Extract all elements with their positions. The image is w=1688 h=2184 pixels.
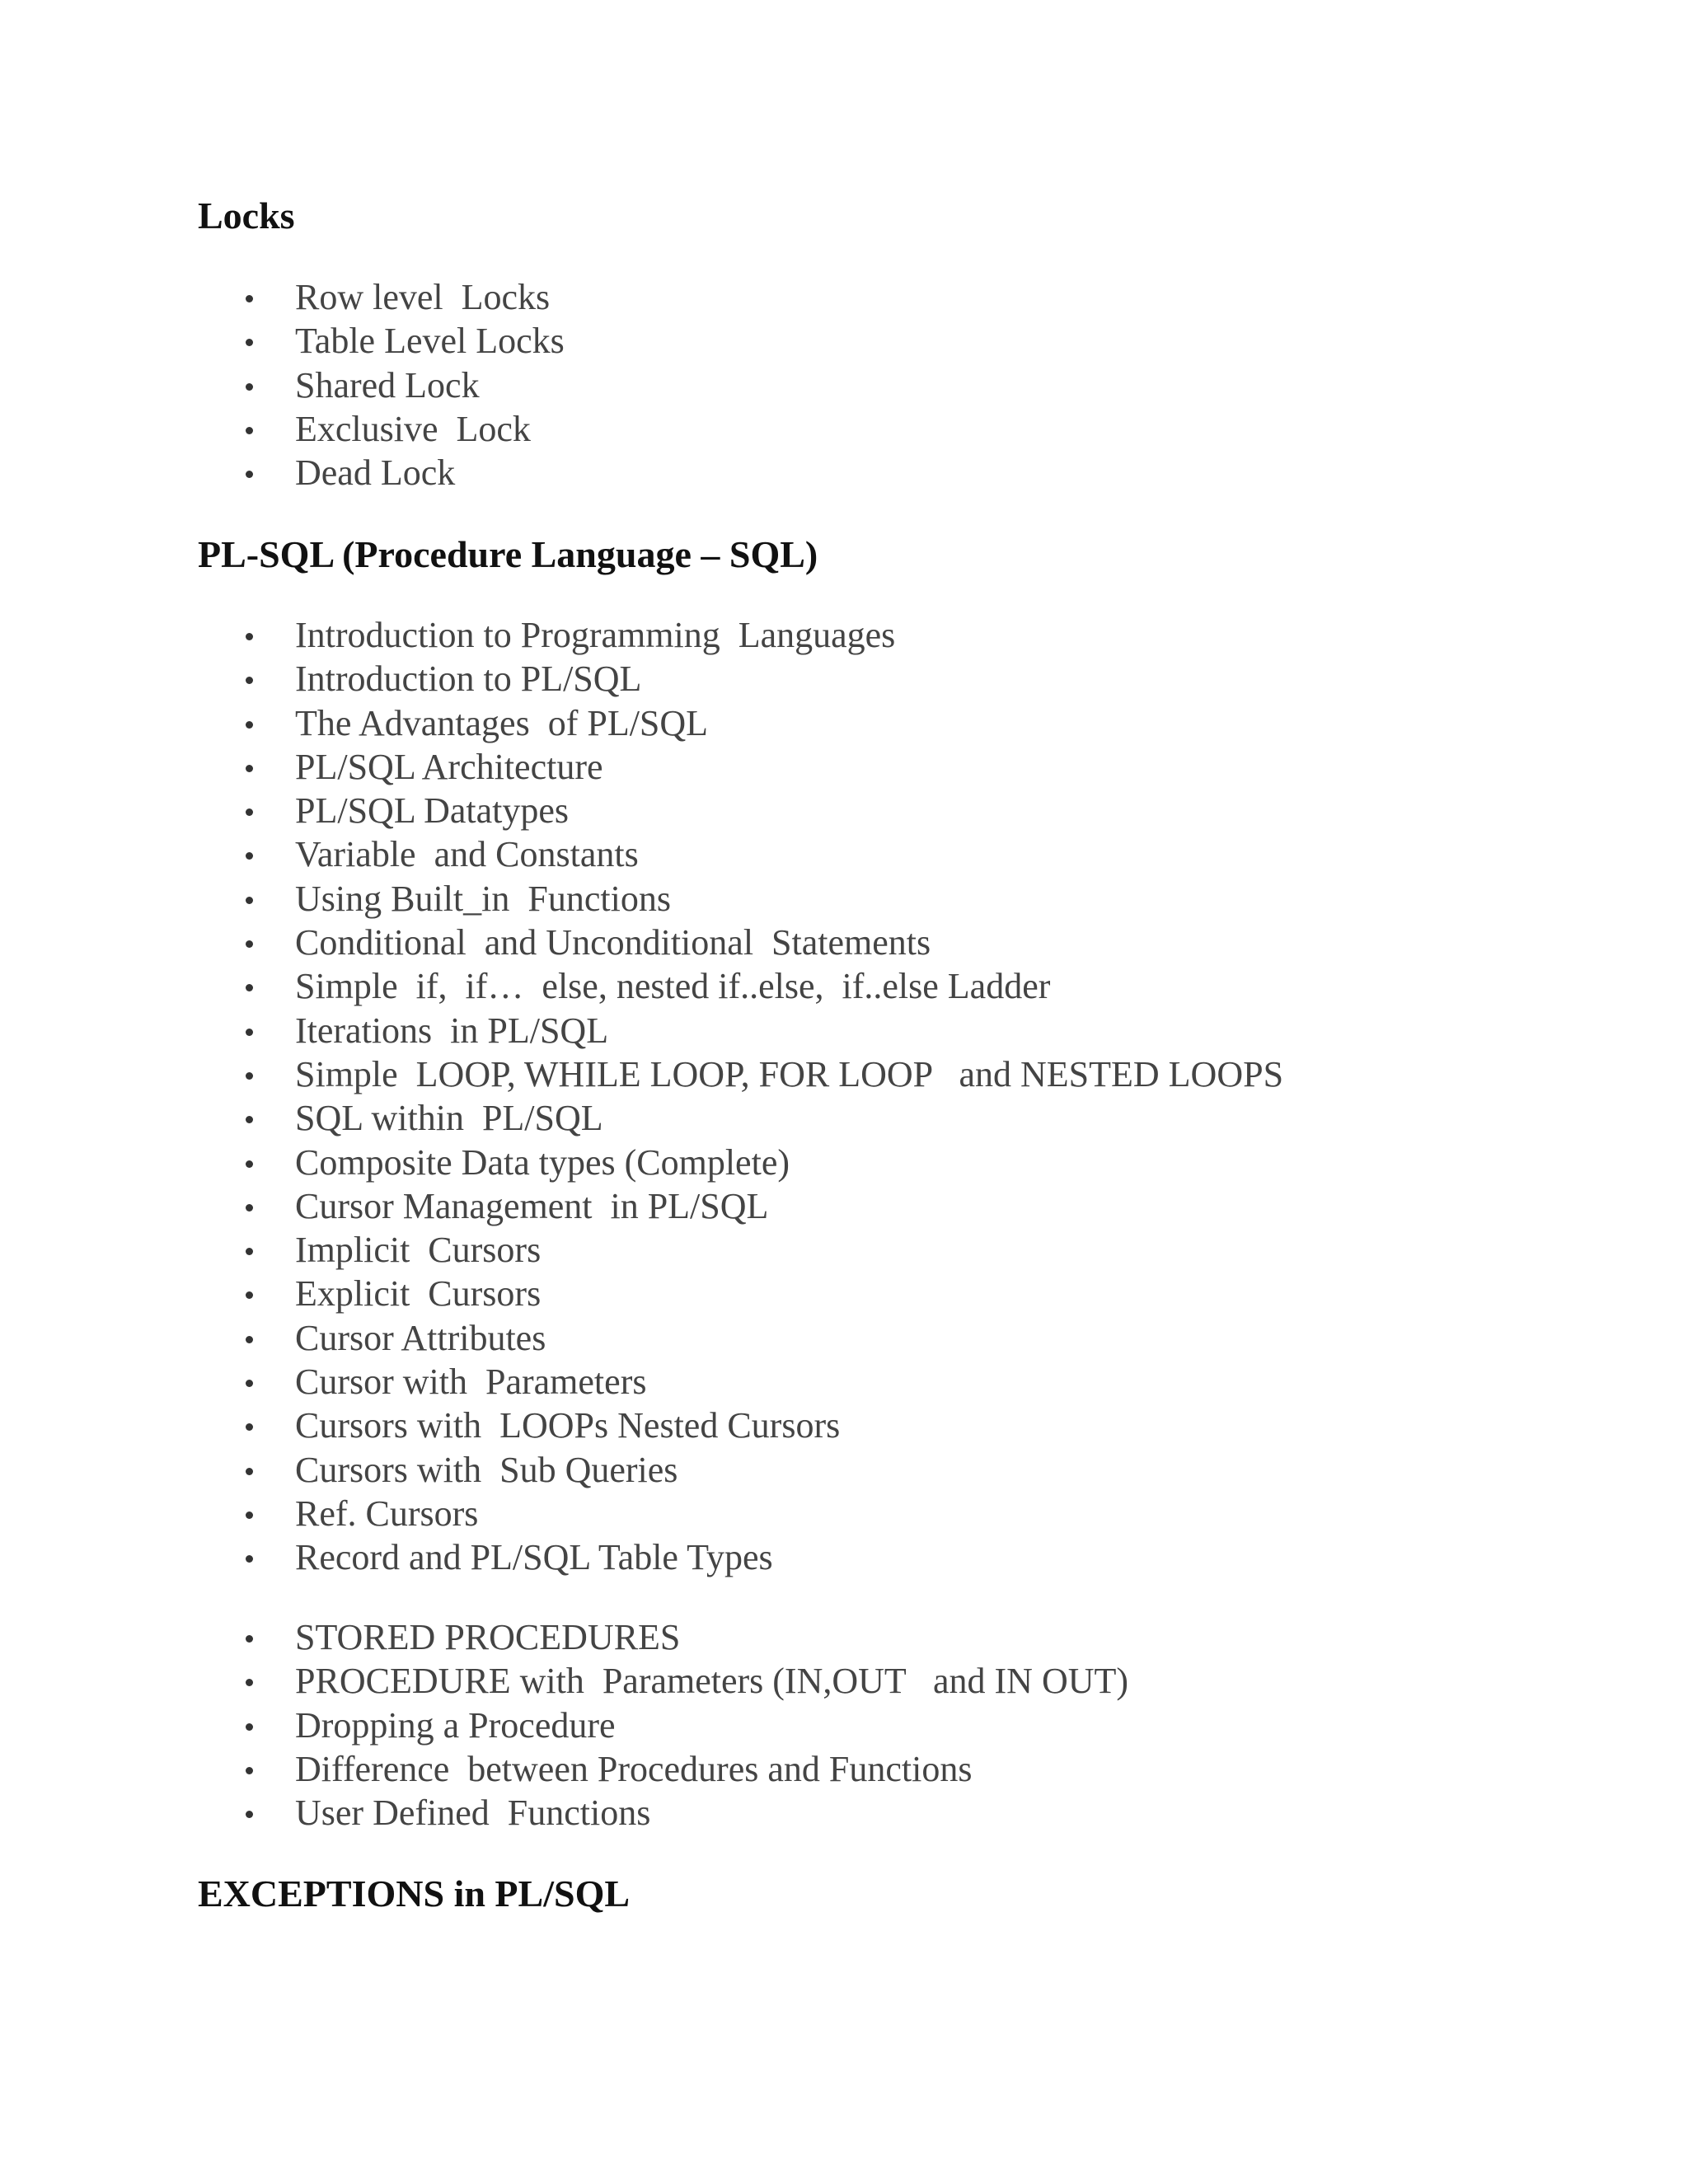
bullet-icon [246,808,253,816]
bullet-icon [246,984,253,991]
bullet-icon [246,897,253,904]
bullet-icon [246,1116,253,1123]
bullet-icon [246,765,253,772]
heading-exceptions: EXCEPTIONS in PL/SQL [198,1872,631,1915]
bullet-icon [246,677,253,684]
bullet-icon [246,1679,253,1686]
bullet-icon [246,1767,253,1774]
bullet-icon [246,940,253,948]
bullet-icon [246,1468,253,1475]
bullet-icon [246,383,253,391]
bullet-icon [246,1511,253,1519]
bullet-icon [246,339,253,346]
bullet-icon [246,1248,253,1255]
bullet-icon [246,1291,253,1299]
bullet-icon [246,1555,253,1563]
heading-plsql: PL-SQL (Procedure Language – SQL) [198,533,818,575]
bullet-icon [246,1204,253,1212]
bullet-icon [246,1072,253,1080]
bullet-icon [246,1380,253,1387]
bullet-icon [246,471,253,478]
bullet-icon [246,1423,253,1431]
heading-locks: Locks [198,194,295,237]
bullet-icon [246,1811,253,1818]
bullet-icon [246,1336,253,1343]
bullet-icon [246,295,253,302]
bullet-icon [246,1723,253,1731]
bullet-icon [246,1635,253,1643]
document-page: Locks Row level Locks Table Level Locks Shared Lock Exclusive Lock Dead Lock PL-SQL (Procedure Language – SQL) Introduction to Programming Languages Introduction to PL/SQL The Advantages of PL/SQL PL/SQL Architecture PL/SQL Datatypes Variable and Constants Using Built_in Functions Conditional and Unconditional Statements Simple if, if… else, nested if..else, if..else Ladder Iterations in PL/SQL Simple LOOP, WHILE LOOP, FOR LOOP and NESTED LOOPS SQL within PL/SQL Composite Data types (Complete) Cursor Management in PL/SQL Implicit Cursors Explicit Cursors Cursor Attributes Cursor with Parameters Cursors with LOOPs Nested Cursors Cursors with Sub Queries Ref. Cursors Record and PL/SQL Table Types STORED PROCEDURES PROCEDURE with Parameters (IN,OUT and IN OUT) Dropping a Procedure Difference between Procedures and Functions User Defined Functions EXCEPTIONS in PL/SQL [0,0,1688,2184]
bullet-icon [246,852,253,860]
bullet-icon [246,721,253,729]
bullet-icon [246,633,253,640]
bullet-icon [246,427,253,434]
bullet-icon [246,1160,253,1168]
bullet-icon [246,1029,253,1036]
